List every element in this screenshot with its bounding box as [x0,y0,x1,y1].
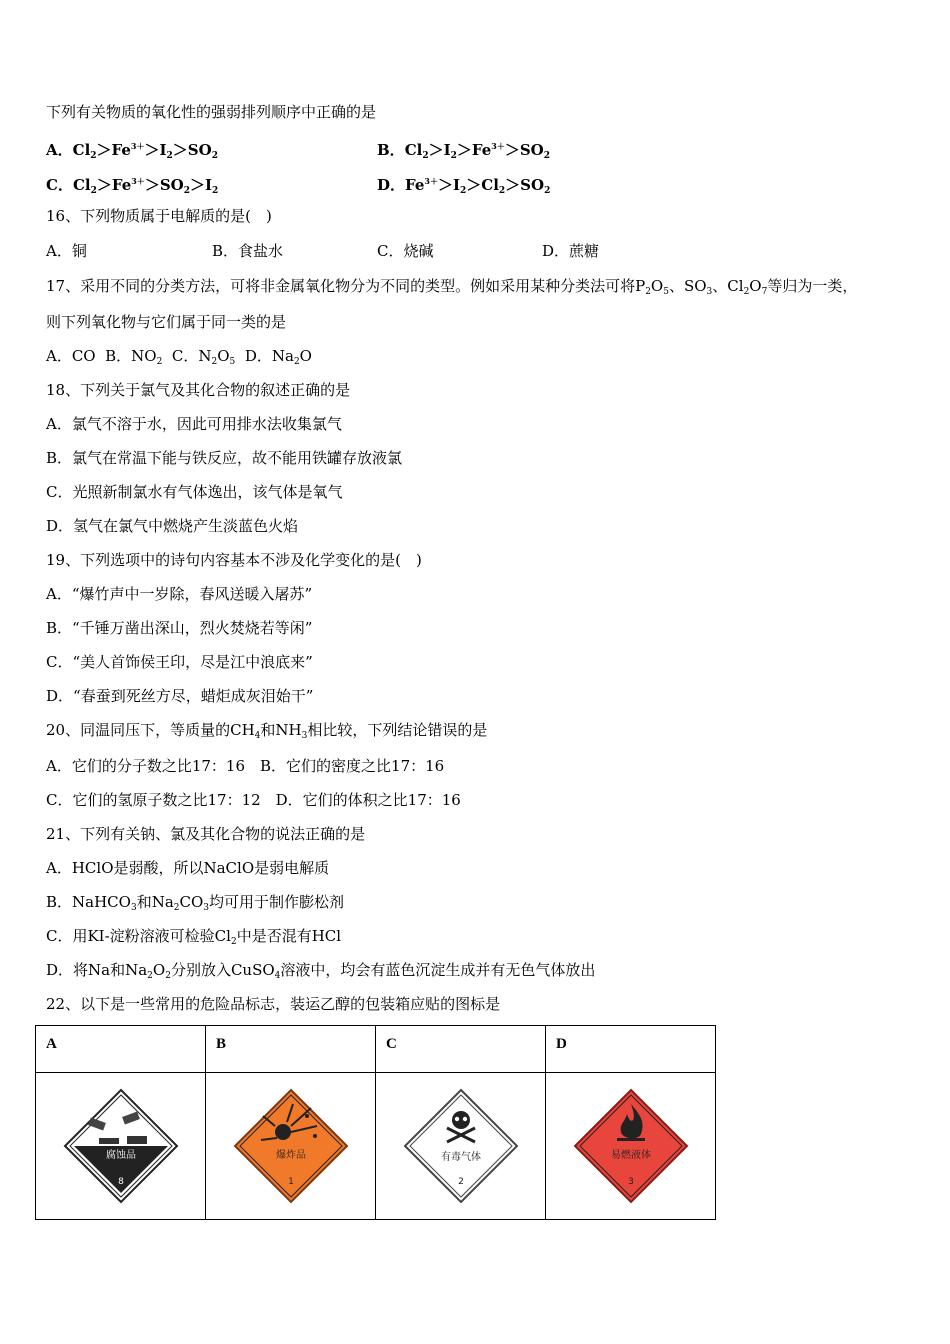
q19-option-c: C．“美人首饰侯王印，尽是江中浪底来” [46,653,313,671]
q21-option-a: A．HClO是弱酸，所以NaClO是弱电解质 [46,859,330,877]
explosive-sign-icon [231,1086,351,1206]
q20-stem: 20、同温同压下，等质量的$CH_4$和$NH_3$相比较，下列结论错误的是 [46,721,488,741]
toxic-gas-sign-icon [401,1086,521,1206]
q16-option-a: A．铜 [46,242,87,260]
q15-option-c: C．$Cl_2>Fe^{3+}>SO_2>I_2$ [46,176,219,196]
q21-option-b: B．NaHCO$_3$和$Na_2CO_3$均可用于制作膨松剂 [46,893,345,913]
flammable-liquid-sign-icon [571,1086,691,1206]
table-header-cell: B [206,1026,376,1073]
table-header-cell: A [36,1026,206,1073]
q21-option-d: D．将Na和$Na_2O_2$分别放入CuSO$_4$溶液中，均会有蓝色沉淀生成并有无色气体放出 [46,961,596,981]
corrosive-sign-icon [61,1086,181,1206]
table-cell [36,1073,206,1220]
q16-stem: 16、下列物质属于电解质的是( ) [46,207,272,225]
q19-option-b: B．“千锤万凿出深山，烈火焚烧若等闲” [46,619,313,637]
q21-stem: 21、下列有关钠、氯及其化合物的说法正确的是 [46,825,366,843]
sign-label-text: 腐蚀品 [105,1150,136,1161]
sign-class-number: 1 [287,1177,294,1187]
q18-option-d: D．氢气在氯气中燃烧产生淡蓝色火焰 [46,517,299,535]
q15-stem: 下列有关物质的氧化性的强弱排列顺序中正确的是 [46,103,377,121]
q16-option-c: C．烧碱 [377,242,434,260]
q19-option-d: D．“春蚕到死丝方尽，蜡炬成灰泪始干” [46,687,314,705]
sign-label-text: 易燃液体 [610,1150,651,1161]
q15-option-b: B．$Cl_2>I_2>Fe^{3+}>SO_2$ [377,141,551,161]
q20-options-cd: C．它们的氢原子数之比17：12 D．它们的体积之比17：16 [46,791,461,809]
q19-stem: 19、下列选项中的诗句内容基本不涉及化学变化的是( ) [46,551,422,569]
q19-option-a: A．“爆竹声中一岁除，春风送暖入屠苏” [46,585,313,603]
q18-option-a: A．氯气不溶于水，因此可用排水法收集氯气 [46,415,342,433]
sign-label-text: 爆炸品 [275,1150,306,1161]
table-header-cell: C [376,1026,546,1073]
q20-options-ab: A．它们的分子数之比17：16 B．它们的密度之比17：16 [46,757,445,775]
q18-option-c: C．光照新制氯水有气体逸出，该气体是氧气 [46,483,343,501]
sign-class-number: 8 [117,1177,124,1187]
sign-class-number: 2 [457,1177,464,1187]
q22-stem: 22、以下是一些常用的危险品标志，装运乙醇的包装箱应贴的图标是 [46,995,501,1013]
q17-stem: 17、采用不同的分类方法，可将非金属氧化物分为不同的类型。例如采用某种分类法可将$P_2O_5$、$SO_3$、$Cl_2O_7$等归为一类， [46,277,858,297]
table-cell [206,1073,376,1220]
q16-option-d: D．蔗糖 [542,242,600,260]
table-cell [546,1073,716,1220]
q17-stem-cont: 则下列氧化物与它们属于同一类的是 [46,313,287,331]
q16-option-b: B．食盐水 [212,242,284,260]
hazard-sign-table [35,1025,716,1220]
q18-stem: 18、下列关于氯气及其化合物的叙述正确的是 [46,381,351,399]
sign-class-number: 3 [627,1177,634,1187]
table-header-cell: D [546,1026,716,1073]
q15-option-a: A．$Cl_2>Fe^{3+}>I_2>SO_2$ [46,141,218,161]
table-cell [376,1073,546,1220]
q18-option-b: B．氯气在常温下能与铁反应，故不能用铁罐存放液氯 [46,449,403,467]
q15-option-d: D．$Fe^{3+}>I_2>Cl_2>SO_2$ [377,176,551,196]
sign-label-text: 有毒气体 [440,1152,481,1163]
q21-option-c: C．用KI-淀粉溶液可检验$Cl_2$中是否混有HCl [46,927,342,947]
q17-options: A．CO B．$NO_2$ C．$N_2O_5$ D．$Na_2O$ [46,347,312,367]
